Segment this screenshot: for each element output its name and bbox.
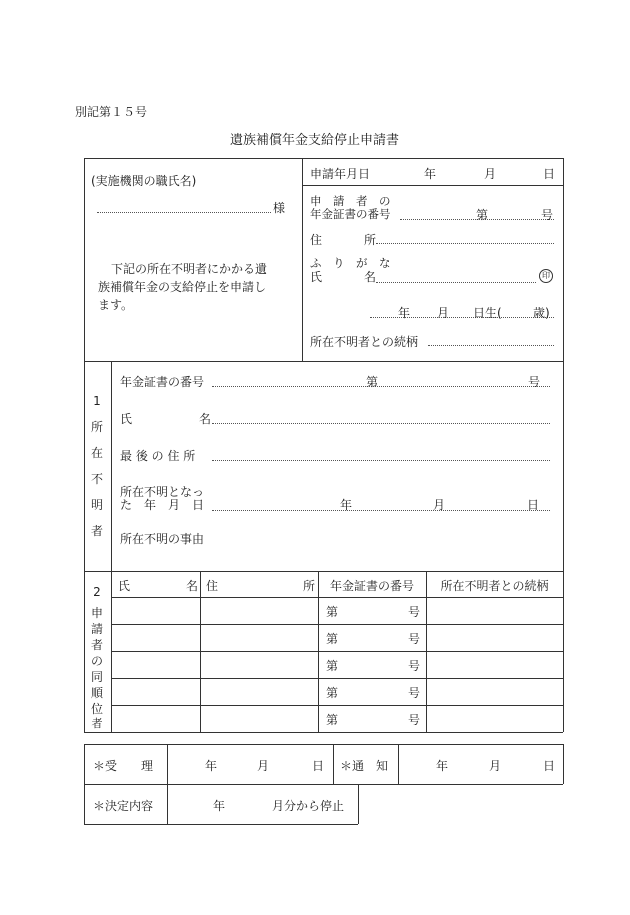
relation-label: 所在不明者との続柄 [310,335,419,349]
cert-label-2: 年金証書の番号 [310,207,391,221]
seal-mark: 印 [539,269,553,283]
form-number: 別記第１５号 [75,105,148,119]
sama-label: 様 [273,201,286,215]
furigana-label: ふ り が な [310,256,391,270]
cert-label-1: 申 請 者 の [310,194,391,208]
org-label: (実施機関の職氏名) [91,174,197,188]
statement-line-2: 族補償年金の支給停止を申請し [98,280,267,294]
form-title: 遺族補償年金支給停止申請書 [230,133,400,148]
statement-line-1: 下記の所在不明者にかかる遺 [111,262,268,276]
application-date-label: 申請年月日 [310,167,371,181]
statement-line-3: ます。 [98,298,134,312]
